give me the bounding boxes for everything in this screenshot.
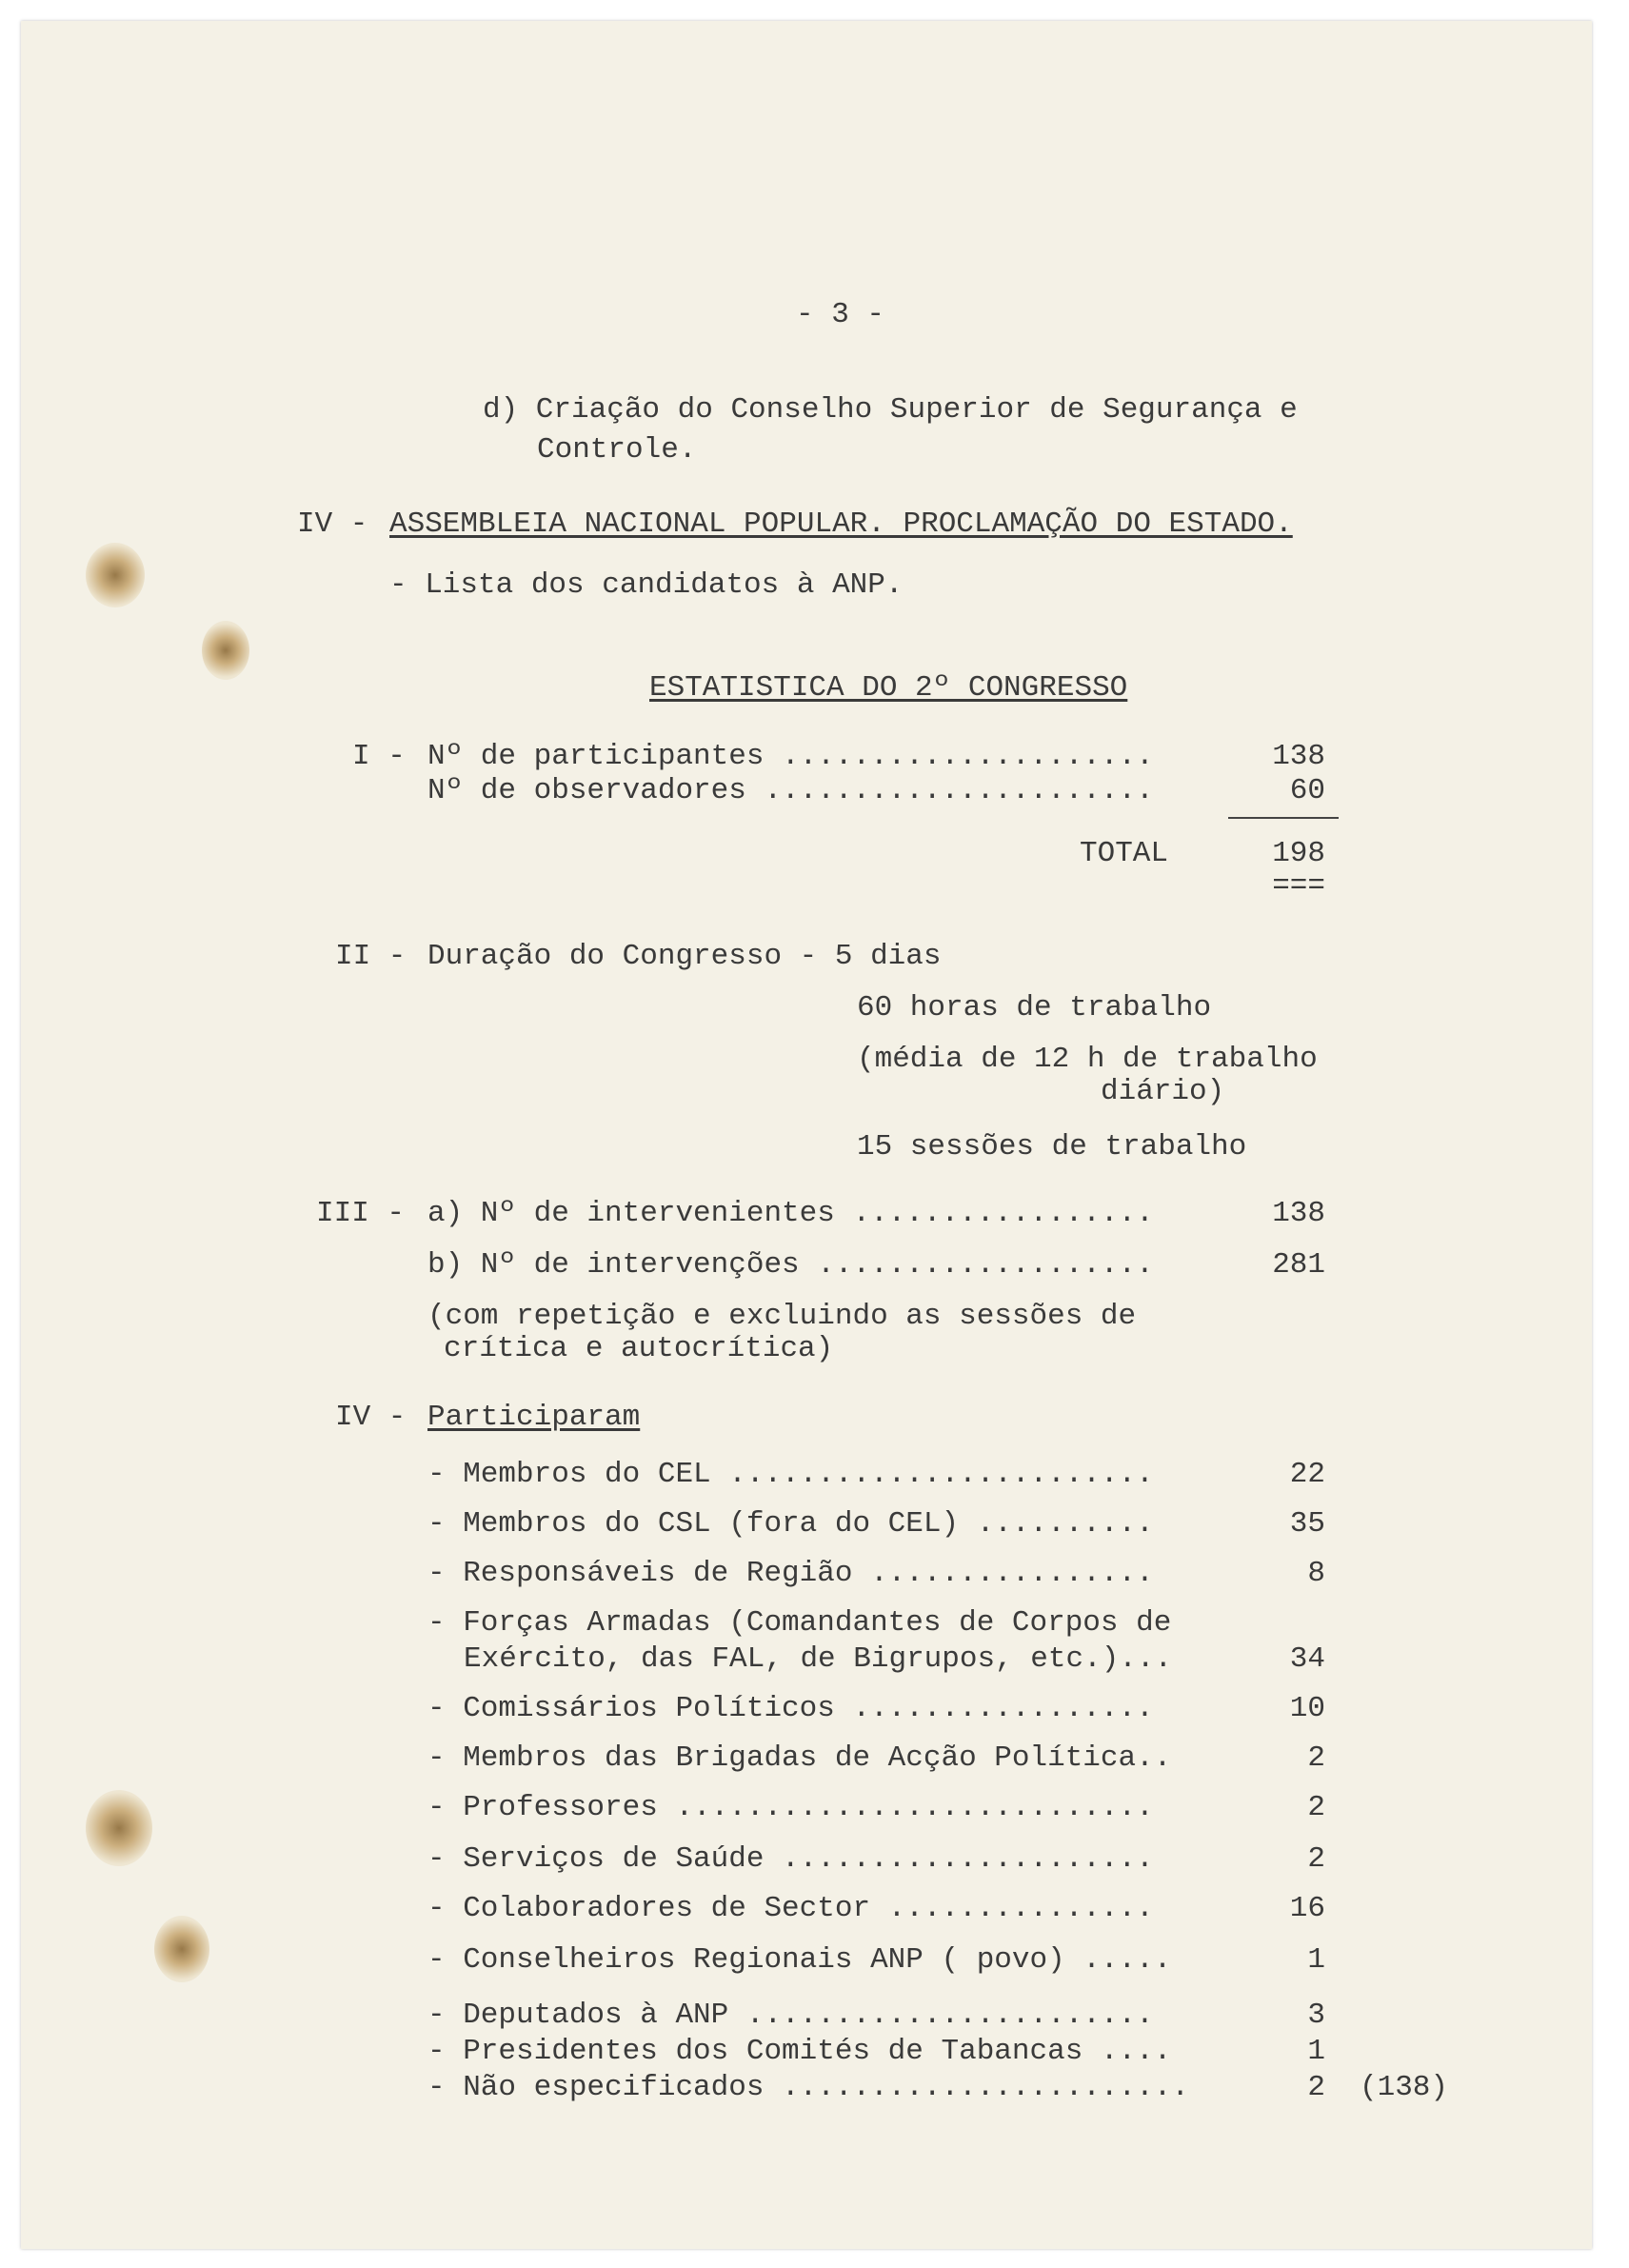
candidates-list: - Lista dos candidatos à ANP. <box>389 568 904 602</box>
list-item-value: 16 <box>1289 1892 1325 1925</box>
section-iv-title: ASSEMBLEIA NACIONAL POPULAR. PROCLAMAÇÃO DO ESTADO. <box>389 507 1293 541</box>
item-d-line-1: d) Criação do Conselho Superior de Segurança e <box>483 393 1298 427</box>
list-item-label: - Membros do CSL (fora do CEL) .......... <box>427 1507 1154 1541</box>
list-item-value: 3 <box>1307 1999 1325 2032</box>
list-item-label: - Serviços de Saúde ..................... <box>427 1842 1154 1876</box>
list-item-value: 2 <box>1307 1791 1325 1824</box>
section-ii-numeral: II - <box>335 940 407 973</box>
interventions-note-1: (com repetição e excluindo as sessões de <box>427 1300 1137 1333</box>
duration-line-5: 15 sessões de trabalho <box>857 1130 1247 1164</box>
list-item-value: 2 <box>1307 1842 1325 1876</box>
burn-stain <box>86 543 145 607</box>
total-mark: === <box>1272 869 1325 903</box>
list-item-label: - Colaboradores de Sector ............... <box>427 1892 1154 1925</box>
duration-line-3: (média de 12 h de trabalho <box>857 1043 1318 1076</box>
list-item-label: - Deputados à ANP ....................... <box>427 1999 1154 2032</box>
observers-label: Nº de observadores ...................... <box>427 774 1154 807</box>
list-item-label: - Forças Armadas (Comandantes de Corpos de <box>427 1606 1172 1640</box>
duration-line-2: 60 horas de trabalho <box>857 991 1212 1025</box>
total-rule <box>1228 817 1339 819</box>
list-item-label: - Responsáveis de Região ................ <box>427 1557 1154 1590</box>
burn-stain <box>154 1916 209 1982</box>
list-item-value: 8 <box>1307 1557 1325 1590</box>
list-item-label: - Conselheiros Regionais ANP ( povo) ..... <box>427 1943 1172 1977</box>
section-iv-numeral: IV - <box>297 507 368 541</box>
list-item-value: 2 <box>1307 2071 1325 2104</box>
list-item-value: 1 <box>1307 2035 1325 2068</box>
interventions-label: b) Nº de intervenções ................... <box>427 1248 1154 1282</box>
stats-title: ESTATISTICA DO 2º CONGRESSO <box>649 671 1128 705</box>
list-item-value: 22 <box>1289 1458 1325 1491</box>
section-i-numeral: I - <box>352 740 406 773</box>
list-item-value: 1 <box>1307 1943 1325 1977</box>
list-item-label: - Membros das Brigadas de Acção Política.. <box>427 1741 1172 1775</box>
list-item-label-continued: Exército, das FAL, de Bigrupos, etc.)... <box>464 1642 1173 1676</box>
list-item-label: - Presidentes dos Comités de Tabancas .... <box>427 2035 1172 2068</box>
duration-line-4: diário) <box>1101 1075 1225 1108</box>
total-label: TOTAL <box>1080 837 1169 870</box>
total-value: 198 <box>1272 837 1325 870</box>
interventions-value: 281 <box>1272 1248 1325 1282</box>
duration-line-1: Duração do Congresso - 5 dias <box>427 940 942 973</box>
page-number: - 3 - <box>796 298 885 331</box>
list-item-value: 35 <box>1289 1507 1325 1541</box>
list-item-value: 34 <box>1289 1642 1325 1676</box>
interventions-note-2: crítica e autocrítica) <box>444 1332 834 1365</box>
list-item-value: 10 <box>1289 1692 1325 1725</box>
burn-stain <box>86 1790 152 1866</box>
observers-value: 60 <box>1289 774 1325 807</box>
interveners-value: 138 <box>1272 1197 1325 1230</box>
list-item-value: 2 <box>1307 1741 1325 1775</box>
list-item-label: - Membros do CEL ........................ <box>427 1458 1154 1491</box>
item-d-line-2: Controle. <box>537 433 697 467</box>
list-item-label: - Não especificados ....................... <box>427 2071 1189 2104</box>
document-page <box>21 21 1592 2249</box>
participants-value: 138 <box>1272 740 1325 773</box>
section-iv-part-numeral: IV - <box>335 1401 407 1434</box>
grand-total: (138) <box>1360 2071 1449 2104</box>
list-item-label: - Professores ........................... <box>427 1791 1154 1824</box>
burn-stain <box>202 621 249 680</box>
interveners-label: a) Nº de intervenientes ................. <box>427 1197 1154 1230</box>
list-item-label: - Comissários Políticos ................. <box>427 1692 1154 1725</box>
participants-label: Nº de participantes ..................... <box>427 740 1154 773</box>
participants-title: Participaram <box>427 1401 641 1434</box>
section-iii-numeral: III - <box>316 1197 406 1230</box>
